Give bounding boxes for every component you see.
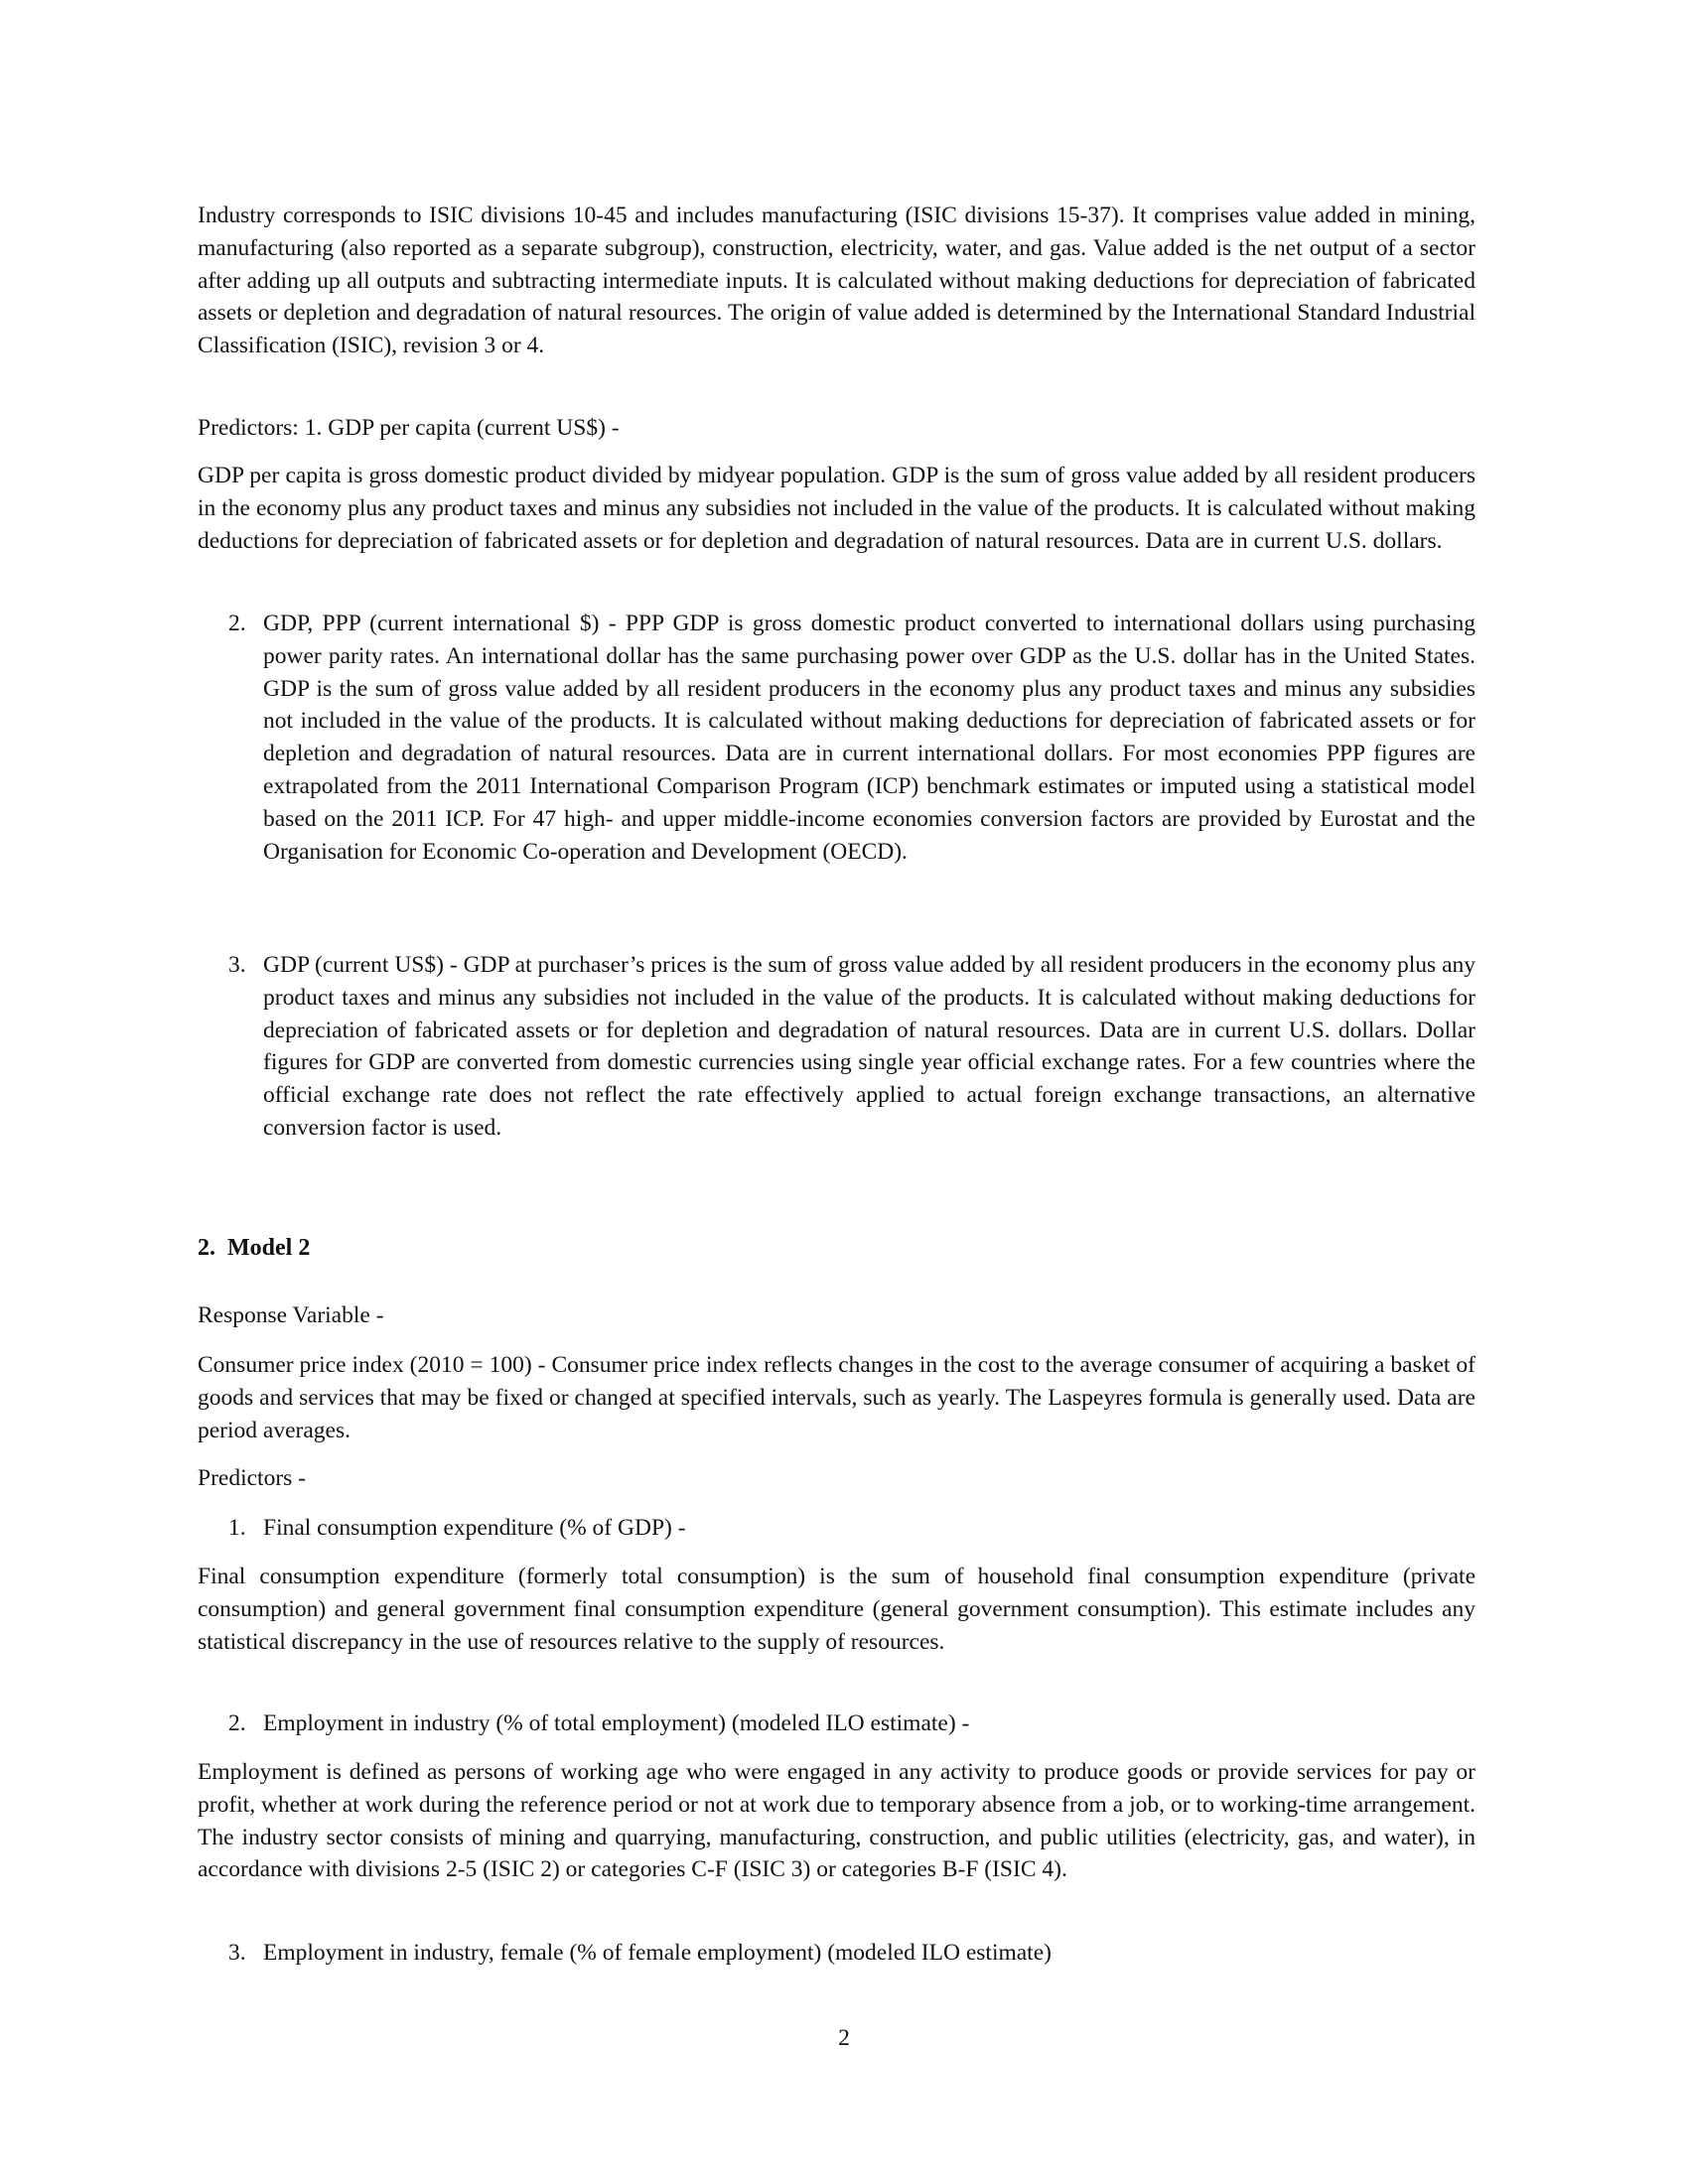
item2-description: Employment is defined as persons of working age who were engaged in any activity to produce goods or provide services for pay or profit, whether at work during the reference period or not at work due to temporary absence from a job, or to working-time arrangement. The industry sector consists of mining and quarrying, manufacturing, construction, and public utilities (electricity, gas, and water), in accordance with divisions 2-5 (ISIC 2) or categories C-F (ISIC 3) or categories B-F (ISIC 4). <box>198 1759 1476 1883</box>
list-text: Final consumption expenditure (% of GDP) - <box>263 1515 686 1541</box>
predictors-label: Predictors - <box>198 1465 306 1491</box>
list-item <box>228 1937 1476 1970</box>
intro-paragraph: Industry corresponds to ISIC divisions 10-45 and includes manufacturing (ISIC divisions 15-37). It comprises value added in mining, manufacturing (also reported as a separate subgroup), construction, electricity, water, and gas. Value added is the net output of a sector after adding up all outputs and subtracting intermediate inputs. It is calculated without making deductions for depreciation of fabricated assets or depletion and degradation of natural resources. The origin of value added is determined by the International Standard Industrial Classification (ISIC), revision 3 or 4. <box>198 203 1476 359</box>
predictors-line: Predictors: 1. GDP per capita (current US$) - <box>198 415 620 441</box>
list-number: 3. <box>228 952 246 978</box>
list-item <box>228 1512 1476 1545</box>
list-number: 2. <box>228 611 246 636</box>
page-number: 2 <box>838 2025 850 2051</box>
gdp-per-capita-paragraph: GDP per capita is gross domestic product divided by midyear population. GDP is the sum of gross value added by all resident producers in the economy plus any product taxes and minus any subsidies not included in the value of the products. It is calculated without making deductions for depreciation of fabricated assets or for depletion and degradation of natural resources. Data are in current U.S. dollars. <box>198 463 1476 554</box>
response-variable-label: Response Variable - <box>198 1302 384 1328</box>
list-text: GDP (current US$) - GDP at purchaser’s prices is the sum of gross value added by all resident producers in the economy plus any product taxes and minus any subsidies not included in the value of the products. It is calculated without making deductions for depreciation of fabricated assets or for depletion and degradation of natural resources. Data are in current U.S. dollars. Dollar figures for GDP are converted from domestic currencies using single year official exchange rates. For a few countries where the official exchange rate does not reflect the rate effectively applied to actual foreign exchange transactions, an alternative conversion factor is used. <box>263 952 1476 1141</box>
cpi-paragraph: Consumer price index (2010 = 100) - Consumer price index reflects changes in the cost to the average consumer of acquiring a basket of goods and services that may be fixed or changed at specified intervals, such as yearly. The Laspeyres formula is generally used. Data are period averages. <box>198 1352 1476 1443</box>
section-heading: 2. Model 2 <box>198 1235 311 1261</box>
item1-description: Final consumption expenditure (formerly total consumption) is the sum of household final consumption expenditure (private consumption) and general government final consumption expenditure (general government consumption). This estimate includes any statistical discrepancy in the use of resources relative to the supply of resources. <box>198 1564 1476 1655</box>
list-number: 2. <box>228 1710 246 1736</box>
list-text: GDP, PPP (current international $) - PPP GDP is gross domestic product converted to international dollars using purchasing power parity rates. An international dollar has the same purchasing power over GDP as the U.S. dollar has in the United States. GDP is the sum of gross value added by all resident producers in the economy plus any product taxes and minus any subsidies not included in the value of the products. It is calculated without making deductions for depreciation of fabricated assets or for depletion and degradation of natural resources. Data are in current international dollars. For most economies PPP figures are extrapolated from the 2011 International Comparison Program (ICP) benchmark estimates or imputed using a statistical model based on the 2011 ICP. For 47 high- and upper middle-income economies conversion factors are provided by Eurostat and the Organisation for Economic Co-operation and Development (OECD). <box>263 611 1476 865</box>
list-number: 3. <box>228 1940 246 1966</box>
list-text: Employment in industry, female (% of female employment) (modeled ILO estimate) <box>263 1940 1052 1966</box>
list-item <box>228 1707 1476 1740</box>
list-text: Employment in industry (% of total employment) (modeled ILO estimate) - <box>263 1710 970 1736</box>
list-number: 1. <box>228 1515 246 1541</box>
list-item <box>228 949 1476 1145</box>
list-item <box>228 608 1476 868</box>
